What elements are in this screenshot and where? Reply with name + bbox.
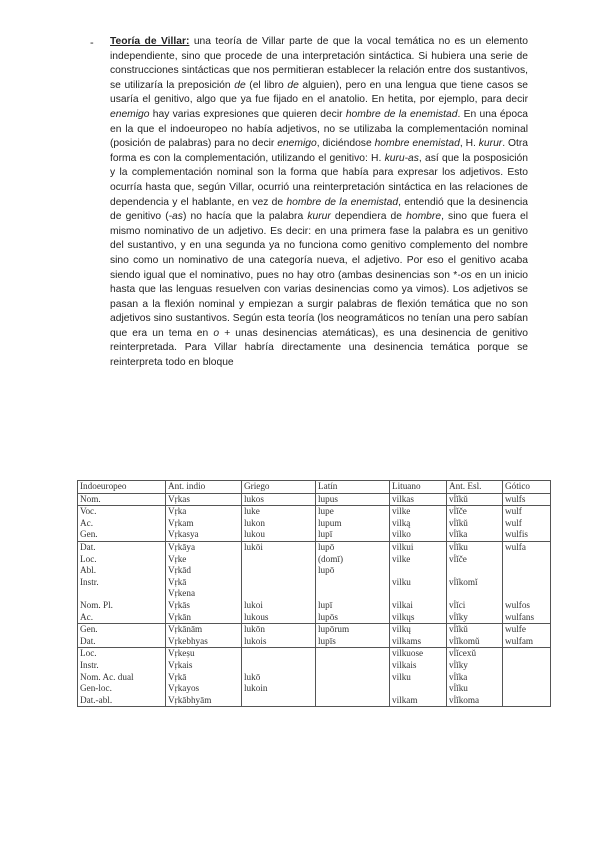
table-cell <box>503 672 551 684</box>
table-cell: vĺĭkomĭ <box>447 577 503 589</box>
table-cell: Gen-loc. <box>78 683 166 695</box>
column-header: Ant. Esl. <box>447 481 503 494</box>
table-cell: vilką <box>390 518 447 530</box>
table-cell <box>316 648 390 660</box>
table-cell: Nom. <box>78 493 166 506</box>
table-cell: lupus <box>316 493 390 506</box>
table-cell: lupe <box>316 506 390 518</box>
column-header: Lituano <box>390 481 447 494</box>
table-cell: lupō <box>316 541 390 553</box>
table-cell: vĺĭkŭ <box>447 518 503 530</box>
table-cell: lukoi <box>242 600 316 612</box>
table-cell <box>242 648 316 660</box>
italic-term: hombre de la enemistad <box>286 196 399 208</box>
table-cell: lupum <box>316 518 390 530</box>
table-cell: Vṛkānām <box>166 624 242 636</box>
table-cell: vilkam <box>390 695 447 707</box>
table-cell: vilkams <box>390 636 447 648</box>
table-cell <box>242 565 316 577</box>
table-cell: lupīs <box>316 636 390 648</box>
table-cell: vĺĭka <box>447 672 503 684</box>
table-cell: Vṛkas <box>166 493 242 506</box>
italic-term: kurur <box>478 138 503 150</box>
table-cell: vilkuose <box>390 648 447 660</box>
column-header: Indoeuropeo <box>78 481 166 494</box>
table-cell: vĺĭkomŭ <box>447 636 503 648</box>
table-cell <box>316 577 390 589</box>
table-cell: Abl. <box>78 565 166 577</box>
table-cell: Vṛkās <box>166 600 242 612</box>
table-cell: Nom. Ac. dual <box>78 672 166 684</box>
italic-term: hombre de la enemistad <box>345 108 458 120</box>
table-cell: Instr. <box>78 660 166 672</box>
paragraph-text: . En una época en la que el indoeuropeo no había adjetivos, no se utilizaba la complementación nominal (posición de palabras) para no decir <box>110 108 528 150</box>
table-cell: vilku <box>390 577 447 589</box>
table-row <box>78 683 551 695</box>
table-cell: Vṛkābhyām <box>166 695 242 707</box>
italic-term: de <box>287 79 299 91</box>
table-cell: lupī <box>316 600 390 612</box>
table-cell: vĺĭku <box>447 683 503 695</box>
italic-term: enemigo <box>277 138 317 150</box>
table-cell: lukōi <box>242 541 316 553</box>
paragraph-text: , diciéndose <box>316 138 375 150</box>
table-header-row <box>78 481 551 494</box>
table-cell: vĺĭkŭ <box>447 493 503 506</box>
table-cell <box>503 660 551 672</box>
table-cell <box>503 648 551 660</box>
table-cell: lukō <box>242 672 316 684</box>
table-cell <box>316 672 390 684</box>
table-row <box>78 529 551 541</box>
paragraph-text: (el libro <box>245 79 288 91</box>
table-cell: wulfe <box>503 624 551 636</box>
table-cell: lukois <box>242 636 316 648</box>
paragraph-text: + unas desinencias atemáticas), es una desinencia de genitivo reinterpretada. Para Villar habría directamente una desinencia temática porque se reinterpreta todo en bloque <box>110 327 529 369</box>
table-cell: (domī) <box>316 554 390 566</box>
table-cell: Ac. <box>78 518 166 530</box>
table-cell: Dat. <box>78 636 166 648</box>
table-cell: vĺĭku <box>447 541 503 553</box>
table-row <box>78 660 551 672</box>
table-cell <box>503 588 551 600</box>
italic-term: enemigo <box>110 108 150 120</box>
table-cell: Vṛkam <box>166 518 242 530</box>
table-cell <box>316 588 390 600</box>
italic-term: -as <box>168 211 183 223</box>
table-cell: Vṛka <box>166 506 242 518</box>
table-cell: Instr. <box>78 577 166 589</box>
table-cell: Vṛkebhyas <box>166 636 242 648</box>
paragraph-text: ) no hacía que la palabra <box>182 211 308 223</box>
table-row <box>78 672 551 684</box>
table-cell: vilkais <box>390 660 447 672</box>
table-cell: Vṛkād <box>166 565 242 577</box>
table-cell: lukous <box>242 612 316 624</box>
table-cell: Vṛkāya <box>166 541 242 553</box>
table-cell: Vṛkā <box>166 577 242 589</box>
table-row <box>78 506 551 518</box>
table-cell: vilkui <box>390 541 447 553</box>
table-cell: vĺĭcexŭ <box>447 648 503 660</box>
table-cell <box>390 683 447 695</box>
table-cell <box>242 660 316 672</box>
table-cell: vĺĭkoma <box>447 695 503 707</box>
table-cell <box>503 577 551 589</box>
table-cell: vilkas <box>390 493 447 506</box>
list-bullet: - <box>90 37 94 49</box>
table-cell: vilke <box>390 506 447 518</box>
italic-term: o <box>213 327 220 339</box>
paragraph-text: . Otra forma es con la complementación, utilizando el genitivo: H. <box>110 138 528 164</box>
table-cell: vĺĭče <box>447 506 503 518</box>
italic-term: hombre enemistad <box>374 138 460 150</box>
table-cell: wulf <box>503 518 551 530</box>
table-cell: Gen. <box>78 624 166 636</box>
table-cell: Gen. <box>78 529 166 541</box>
table-cell: vĺĭky <box>447 660 503 672</box>
table-cell: Dat.-abl. <box>78 695 166 707</box>
table-cell <box>242 588 316 600</box>
table-row <box>78 518 551 530</box>
table-cell: Loc. <box>78 554 166 566</box>
table-cell: lukou <box>242 529 316 541</box>
column-header: Ant. indio <box>166 481 242 494</box>
table-cell <box>503 565 551 577</box>
table-cell: luke <box>242 506 316 518</box>
paragraph-text: , H. <box>459 138 479 150</box>
table-cell: wulf <box>503 506 551 518</box>
table-cell: vilke <box>390 554 447 566</box>
table-cell: lukōn <box>242 624 316 636</box>
table-cell: vĺĭče <box>447 554 503 566</box>
table-cell: wulfs <box>503 493 551 506</box>
paragraph-text: , entendió que la desinencia de genitivo ( <box>110 196 528 223</box>
table-cell: Vṛkeṣu <box>166 648 242 660</box>
table-cell <box>503 683 551 695</box>
table-cell <box>242 554 316 566</box>
table-cell: lupō <box>316 565 390 577</box>
table-cell: Vṛkā <box>166 672 242 684</box>
table-cell: vilkai <box>390 600 447 612</box>
column-header: Latín <box>316 481 390 494</box>
table-cell: Vṛkena <box>166 588 242 600</box>
table-row <box>78 554 551 566</box>
table-cell: Nom. Pl. <box>78 600 166 612</box>
table-cell <box>78 588 166 600</box>
table-row <box>78 541 551 553</box>
italic-term: kuru-as <box>384 152 419 164</box>
table-row <box>78 612 551 624</box>
table-cell: Vṛkān <box>166 612 242 624</box>
paragraph-text: , así que la posposición y la complementación nominal son la forma que había para expresar los adjetivos. Esto ocurría hasta que, según Villar, ocurrió una reinterpretación sintáctica en las relaciones de dependencia y el hablante, en vez de <box>110 152 528 208</box>
table-cell: lukos <box>242 493 316 506</box>
italic-term: kurur <box>307 211 331 223</box>
column-header: Gótico <box>503 481 551 494</box>
italic-term: -os <box>457 269 472 281</box>
table-row <box>78 648 551 660</box>
table-cell: vilkųs <box>390 612 447 624</box>
paragraph-text: alguien), pero en una lengua que tiene casos se usaría el genitivo, algo que ya fue fijado en el anatolio. En hetita, por ejemplo, para decir <box>110 79 528 106</box>
table-cell: Vṛkasya <box>166 529 242 541</box>
paragraph-text: en un inicio hasta que las lenguas resuelven con varias desinencias como ya vimos). Los adjetivos se pasan a la flexión nominal y empiezan a surgir palabras de flexión temática que no son adjetivos sino sustantivos. Según esta teoría (los neogramáticos no tenían una pero sabían que era un tema en <box>110 269 528 339</box>
paragraph-text: una teoría de Villar parte de que la vocal temática no es un elemento independiente, sino que procede de una interpretación sintáctica. Si hubiera una serie de construcciones sintácticas que nos permitieran establecer la relación entre dos sustantivos, se utilizaría la preposición <box>110 36 528 91</box>
table-cell: vĺĭkŭ <box>447 624 503 636</box>
table-cell <box>390 588 447 600</box>
table-cell <box>390 565 447 577</box>
table-cell: vĺĭka <box>447 529 503 541</box>
table-row <box>78 577 551 589</box>
table-row <box>78 588 551 600</box>
table-cell: lukoin <box>242 683 316 695</box>
table-cell: Ac. <box>78 612 166 624</box>
paragraph-text: dependiera de <box>330 211 407 223</box>
table-cell: vĺĭci <box>447 600 503 612</box>
table-cell: wulfis <box>503 529 551 541</box>
table-cell: Voc. <box>78 506 166 518</box>
table-cell: Vṛkayos <box>166 683 242 695</box>
declension-table <box>77 480 551 707</box>
villar-theory-paragraph <box>110 35 528 371</box>
table-cell: Loc. <box>78 648 166 660</box>
table-cell: wulfam <box>503 636 551 648</box>
table-cell <box>242 695 316 707</box>
paragraph-text: hay varias expresiones que quieren decir <box>149 108 346 120</box>
table-cell: Dat. <box>78 541 166 553</box>
table-cell: lupōrum <box>316 624 390 636</box>
table-row <box>78 636 551 648</box>
table-cell: wulfans <box>503 612 551 624</box>
table-cell: vĺĭky <box>447 612 503 624</box>
table-cell <box>316 695 390 707</box>
table-cell: wulfos <box>503 600 551 612</box>
table-cell: vilkų <box>390 624 447 636</box>
table-cell: lukon <box>242 518 316 530</box>
table-cell <box>447 588 503 600</box>
table-cell: vilku <box>390 672 447 684</box>
table-row <box>78 624 551 636</box>
table-cell: Vṛke <box>166 554 242 566</box>
table-cell: wulfa <box>503 541 551 553</box>
table-cell: lupōs <box>316 612 390 624</box>
table-row <box>78 695 551 707</box>
table-cell <box>316 660 390 672</box>
table-cell: lupī <box>316 529 390 541</box>
italic-term: de <box>234 79 246 91</box>
table-row <box>78 600 551 612</box>
column-header: Griego <box>242 481 316 494</box>
table-cell: vilko <box>390 529 447 541</box>
table-cell: Vṛkais <box>166 660 242 672</box>
paragraph-heading: Teoría de Villar: <box>110 36 190 47</box>
table-row <box>78 565 551 577</box>
table-cell <box>503 554 551 566</box>
table-cell <box>447 565 503 577</box>
paragraph-text: , sino que fuera el mismo nominativo de un adjetivo. Es decir: en una primera fase la palabra es un genitivo del sustantivo, y en una segunda ya no funciona como genitivo complemento del nombre sino como un nominativo de una categoría nueva, el adjetivo. Por eso el genitivo acaba siendo igual que el nominativo, pues no hay otro (ambas desinencias son * <box>110 211 528 281</box>
table-cell <box>503 695 551 707</box>
table-body <box>78 493 551 707</box>
table-row <box>78 493 551 506</box>
table-cell <box>316 683 390 695</box>
table-cell <box>242 577 316 589</box>
italic-term: hombre <box>406 211 442 223</box>
